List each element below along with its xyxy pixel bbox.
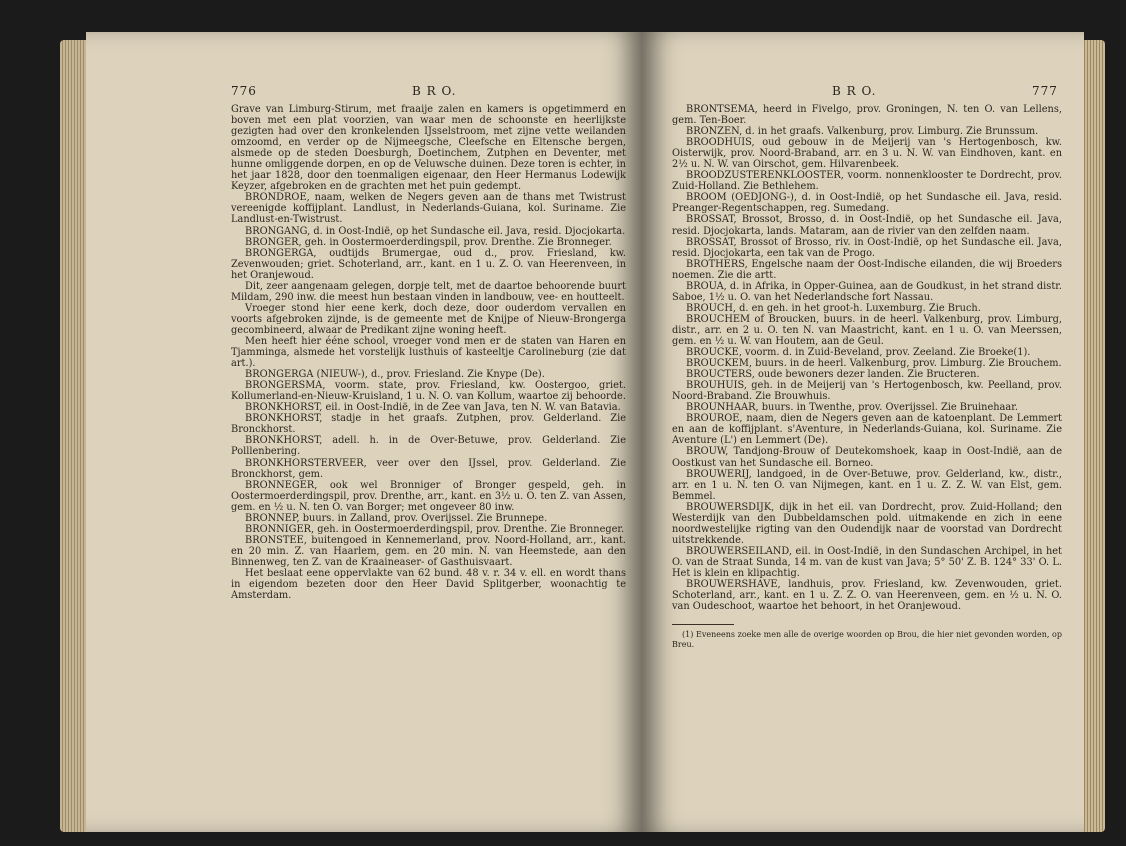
right-page <box>642 32 1084 832</box>
entry: BRONKHORST, stadje in het graafs. Zutphen, prov. Gelderland. Zie Bronckhorst. <box>231 413 626 436</box>
entry: BROUWERSHAVE, landhuis, prov. Friesland, kw. Zevenwouden, griet. Schoterland, arr., kant. en 1 u. Z. Z. O. van Heerenveen, gem. en ½ u. N. O. van Oudeschoot, waartoe het behoort, in het Oranjewoud. <box>672 579 1062 613</box>
entry: BROUWERSEILAND, eil. in Oost-Indië, in den Sundaschen Archipel, in het O. van de Straat Sunda, 14 m. van de kust van Java; 5° 50' Z. B. 124° 33' O. L. Het is klein en klipachtig. <box>672 545 1062 579</box>
footnote: (1) Eveneens zoeke men alle de overige woorden op Brou, die hier niet gevonden worden, op Breu. <box>672 630 1062 650</box>
left-running-head: B R O. <box>412 84 457 98</box>
entry: BRONGANG, d. in Oost-Indië, op het Sundasche eil. Java, resid. Djocjokarta. <box>245 225 626 237</box>
left-page <box>86 32 642 832</box>
entry: BROSSAT, Brossot of Brosso, riv. in Oost-Indië, op het Sundasche eil. Java, resid. Djocjokarta, een tak van de Progo. <box>672 236 1062 259</box>
entry: Grave van Limburg-Stirum, met fraaije zalen en kamers is opgetimmerd en boven met een plat voorzien, van waar men de schoonste en heerlijkste gezigten had over den kronkelenden IJsselstroom, met zijne vette weilanden omzoomd, en verder op de Nijmeegsche, Cleefsche en Eltensche bergen, alsmede op de steden Doesburgh, Doetinchem, Zutphen en Deventer, met hunne omliggende dorpen, en op de Veluwsche duinen. Deze toren is echter, in het jaar 1828, door den toenmaligen eigenaar, den Heer Hermanus Lodewijk Keyzer, afgebroken en de grachten met het puin gedempt. <box>231 104 626 193</box>
entry: BROOM (OEDJONG-), d. in Oost-Indië, op het Sundasche eil. Java, resid. Preanger-Regentschappen, reg. Sumedang. <box>672 192 1062 215</box>
entry: BRONGERGA, oudtijds Brumergae, oud d., prov. Friesland, kw. Zevenwouden; griet. Schoterland, arr., kant. en 1 u. Z. O. van Heerenveen, in het Oranjewoud. <box>231 247 626 281</box>
open-book <box>60 10 1105 842</box>
entry: BROUCHEM of Broucken, buurs. in de heerl. Valkenburg, prov. Limburg, distr., arr. en 2 u. O. ten N. van Maastricht, kant. en 1 u. O. van Meerssen, gem. en ½ u. W. van Houtem, aan de Geul. <box>672 313 1062 347</box>
entry: BROUCTERS, oude bewoners dezer landen. Zie Bructeren. <box>686 369 980 381</box>
entry: BROUCH, d. en geh. in het groot-h. Luxemburg. Zie Bruch. <box>686 302 981 314</box>
entry: BROODZUSTERENKLOOSTER, voorm. nonnenklooster te Dordrecht, prov. Zuid-Holland. Zie Bethlehem. <box>672 170 1062 193</box>
entry: BRONDROE, naam, welken de Negers geven aan de thans met Twistrust vereenigde koffijplant. Landlust, in Nederlands-Guiana, kol. Suriname. Zie Landlust-en-Twistrust. <box>231 192 626 226</box>
entry: BRONGERSMA, voorm. state, prov. Friesland, kw. Oostergoo, griet. Kollumerland-en-Nieuw-Kruisland, 1 u. N. O. van Kollum, waartoe zij behoorde. <box>231 380 626 403</box>
entry: BRONKHORST, adell. h. in de Over-Betuwe, prov. Gelderland. Zie Polllenbering. <box>231 435 626 458</box>
entry: BRONKHORST, eil. in Oost-Indië, in de Zee van Java, ten N. W. van Batavia. <box>245 402 621 414</box>
entry: BROUWERSDIJK, dijk in het eil. van Dordrecht, prov. Zuid-Holland; den Westerdijk van den Dubbeldamschen pold. uitmakende en zich in eene noordwestelijke rigting van den Oudendijk naar de voorstad van Dordrecht uitstrekkende. <box>672 501 1062 546</box>
entry: BRONNIGER, geh. in Oostermoerderdingspil, prov. Drenthe. Zie Bronneger. <box>245 523 625 535</box>
left-page-number: 776 <box>231 84 257 98</box>
entry: BROUCKE, voorm. d. in Zuid-Beveland, prov. Zeeland. Zie Broeke(1). <box>686 347 1031 359</box>
entry: BRONTSEMA, heerd in Fivelgo, prov. Groningen, N. ten O. van Lellens, gem. Ten-Boer. <box>672 104 1062 127</box>
entry: Dit, zeer aangenaam gelegen, dorpje telt, met de daartoe behoorende buurt Mildam, 290 inw. die meest hun bestaan vinden in landbouw, vee- en houtteelt. <box>231 280 626 303</box>
entry: BRONSTEE, buitengoed in Kennemerland, prov. Noord-Holland, arr., kant. en 20 min. Z. van Haarlem, gem. en 20 min. N. van Heemstede, aan den Binnenweg, ten Z. van de Kraaineaser- of Gasthuisvaart. <box>231 534 626 568</box>
entry: BROUNHAAR, buurs. in Twenthe, prov. Overijssel. Zie Bruinehaar. <box>686 402 1018 414</box>
entry: BRONNEP, buurs. in Zalland, prov. Overijssel. Zie Brunnepe. <box>245 512 548 524</box>
entry: BROUROE, naam, dien de Negers geven aan de katoenplant. De Lemmert en aan de koffijplant. s'Aventure, in Nederlands-Guiana, kol. Suriname. Zie Aventure (L') en Lemmert (De). <box>672 413 1062 447</box>
entry: BROODHUIS, oud gebouw in de Meijerij van 's Hertogenbosch, kw. Oisterwijk, prov. Noord-Braband, arr. en 3 u. N. W. van Eindhoven, kant. en 2½ u. N. W. van Oirschot, gem. Hilvarenbeek. <box>672 137 1062 171</box>
entry: BRONNEGER, ook wel Bronniger of Bronger gespeld, geh. in Oostermoerderdingspil, prov. Drenthe, arr., kant. en 3½ u. O. ten Z. van Assen, gem. en ½ u. N. ten O. van Borger; met ongeveer 80 inw. <box>231 479 626 513</box>
entry: Vroeger stond hier eene kerk, doch deze, door ouderdom vervallen en voorts afgebroken zijnde, is de gemeente met de Knijpe of Nieuw-Brongerga gecombineerd, alwaar de Predikant zijne woning heeft. <box>231 302 626 336</box>
left-text-column <box>231 104 626 601</box>
entry: Het beslaat eene oppervlakte van 62 bund. 48 v. r. 34 v. ell. en wordt thans in eigendom bezeten door den Heer David Splitgerber, woonachtig te Amsterdam. <box>231 567 626 602</box>
right-running-head: B R O. <box>832 84 877 98</box>
entry: BRONGERGA (NIEUW-), d., prov. Friesland. Zie Knype (De). <box>245 369 545 381</box>
entry: BROUWERIJ, landgoed, in de Over-Betuwe, prov. Gelderland, kw., distr., arr. en 1 u. N. ten O. van Nijmegen, kant. en 1 u. Z. Z. W. van Elst, gem. Bemmel. <box>672 468 1062 502</box>
entry: BROTHERS, Engelsche naam der Oost-Indische eilanden, die wij Broeders noemen. Zie die artt. <box>672 258 1062 281</box>
footnote-divider <box>672 624 734 625</box>
entry: BROUA, d. in Afrika, in Opper-Guinea, aan de Goudkust, in het strand distr. Saboe, 1½ u. O. van het Nederlandsche fort Nassau. <box>672 280 1062 303</box>
entry: BROUW, Tandjong-Brouw of Deutekomshoek, kaap in Oost-Indië, aan de Oostkust van het Sundasche eil. Borneo. <box>672 446 1062 469</box>
page-edges-right <box>1081 40 1105 832</box>
entry: BRONKHORSTERVEER, veer over den IJssel, prov. Gelderland. Zie Bronckhorst, gem. <box>231 457 626 480</box>
entry: BROUCKEM, buurs. in de heerl. Valkenburg, prov. Limburg. Zie Brouchem. <box>686 358 1062 370</box>
right-page-number: 777 <box>1032 84 1058 98</box>
entry: BROSSAT, Brossot, Brosso, d. in Oost-Indië, op het Sundasche eil. Java, resid. Djocjokarta, lands. Mataram, aan de rivier van den zelfden naam. <box>672 214 1062 237</box>
entry: BROUHUIS, geh. in de Meijerij van 's Hertogenbosch, kw. Peelland, prov. Noord-Braband. Zie Brouwhuis. <box>672 380 1062 403</box>
right-text-column <box>672 104 1062 650</box>
entry: BRONZEN, d. in het graafs. Valkenburg, prov. Limburg. Zie Brunssum. <box>686 126 1039 138</box>
entry: Men heeft hier ééne school, vroeger vond men er de staten van Haren en Tjamminga, alsmede het vorstelijk lusthuis of kasteeltje Carolineburg (zie dat art.). <box>231 335 626 370</box>
entry: BRONGER, geh. in Oostermoerderdingspil, prov. Drenthe. Zie Bronneger. <box>245 236 612 248</box>
